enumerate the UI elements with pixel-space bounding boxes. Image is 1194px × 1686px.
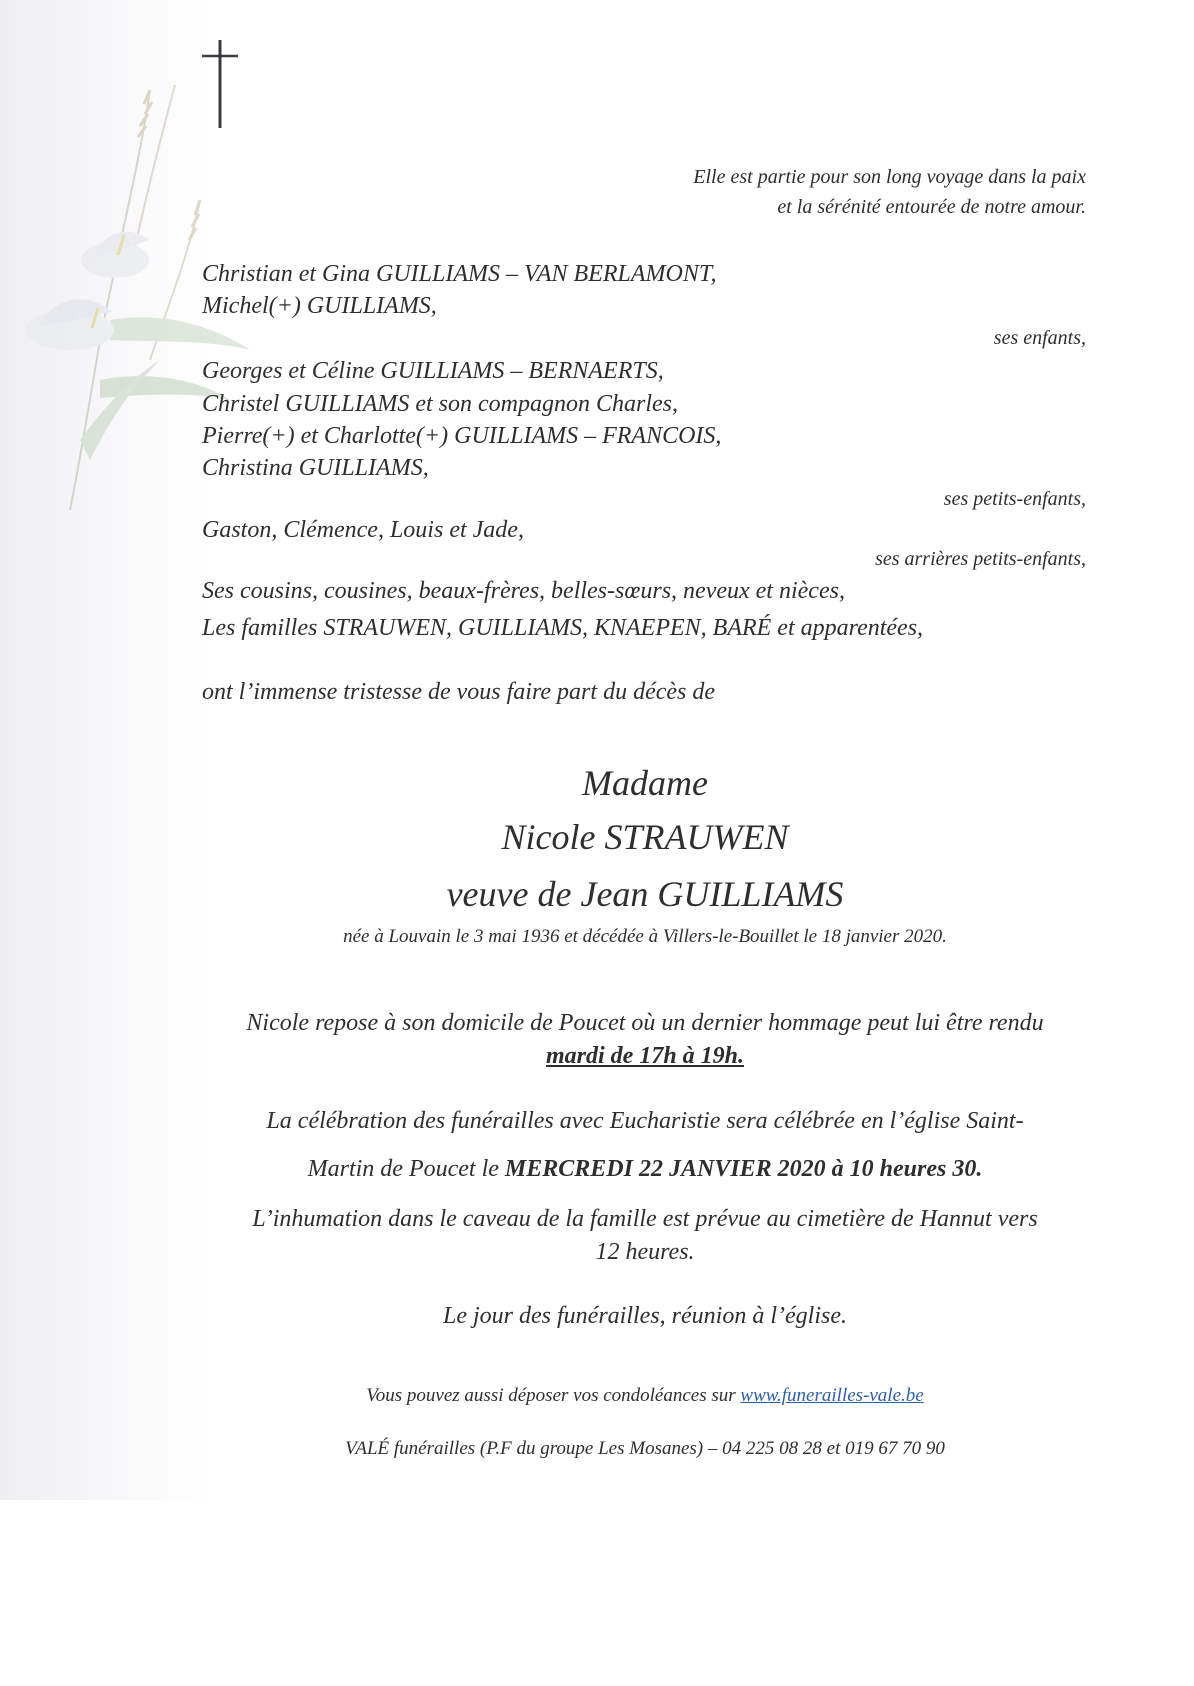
condolences-link[interactable]: www.funerailles-vale.be	[740, 1385, 924, 1406]
burial-line-2: 12 heures.	[595, 1239, 695, 1265]
condolences-line	[150, 1381, 1140, 1411]
quote-line-2: et la sérénité entourée de notre amour.	[777, 196, 1086, 218]
quote-line-1: Elle est partie pour son long voyage dans la paix	[693, 166, 1086, 188]
grandchildren-name-1: Georges et Céline GUILLIAMS – BERNAERTS,	[202, 358, 664, 384]
grandchildren-label: ses petits-enfants,	[943, 488, 1086, 510]
condolences-text: Vous pouvez aussi déposer vos condoléances sur	[366, 1385, 741, 1406]
relatives-line-1: Ses cousins, cousines, beaux-frères, belles-sœurs, neveux et nièces,	[202, 578, 845, 604]
deceased-name: Nicole STRAUWEN	[501, 817, 789, 857]
ceremony-line-1: La célébration des funérailles avec Eucharistie sera célébrée en l’église Saint-	[266, 1108, 1024, 1134]
relatives-line-2: Les familles STRAUWEN, GUILLIAMS, KNAEPEN, BARÉ et apparentées,	[202, 615, 924, 641]
visitation-line: Nicole repose à son domicile de Poucet où un dernier hommage peut lui être rendu	[246, 1010, 1044, 1036]
ceremony-datetime: MERCREDI 22 JANVIER 2020 à 10 heures 30.	[504, 1156, 983, 1182]
announcement-text: ont l’immense tristesse de vous faire part du décès de	[202, 679, 716, 705]
gathering-text: Le jour des funérailles, réunion à l’église.	[443, 1303, 847, 1329]
ceremony-line-2	[150, 1153, 1140, 1186]
deceased-title: Madame	[582, 763, 708, 803]
grandchildren-name-4: Christina GUILLIAMS,	[202, 455, 429, 481]
great-grandchildren-label: ses arrières petits-enfants,	[875, 548, 1086, 570]
children-name-1: Christian et Gina GUILLIAMS – VAN BERLAMONT,	[202, 261, 717, 287]
great-grandchildren-names: Gaston, Clémence, Louis et Jade,	[202, 517, 524, 543]
ceremony-place: Martin de Poucet le	[307, 1156, 505, 1182]
deceased-widow-of: veuve de Jean GUILLIAMS	[446, 874, 844, 914]
children-name-2: Michel(+) GUILLIAMS,	[202, 293, 437, 319]
grandchildren-name-2: Christel GUILLIAMS et son compagnon Charles,	[202, 391, 678, 417]
funeral-home-footer: VALÉ funérailles (P.F du groupe Les Mosanes) – 04 225 08 28 et 019 67 70 90	[345, 1438, 945, 1459]
visitation-time: mardi de 17h à 19h.	[545, 1043, 745, 1069]
burial-line-1: L’inhumation dans le caveau de la famille est prévue au cimetière de Hannut vers	[252, 1206, 1038, 1232]
deceased-dates: née à Louvain le 3 mai 1936 et décédée à Villers-le-Bouillet le 18 janvier 2020.	[343, 926, 947, 947]
children-label: ses enfants,	[993, 327, 1086, 349]
cross-icon	[198, 38, 242, 130]
grandchildren-name-3: Pierre(+) et Charlotte(+) GUILLIAMS – FRANCOIS,	[202, 423, 722, 449]
